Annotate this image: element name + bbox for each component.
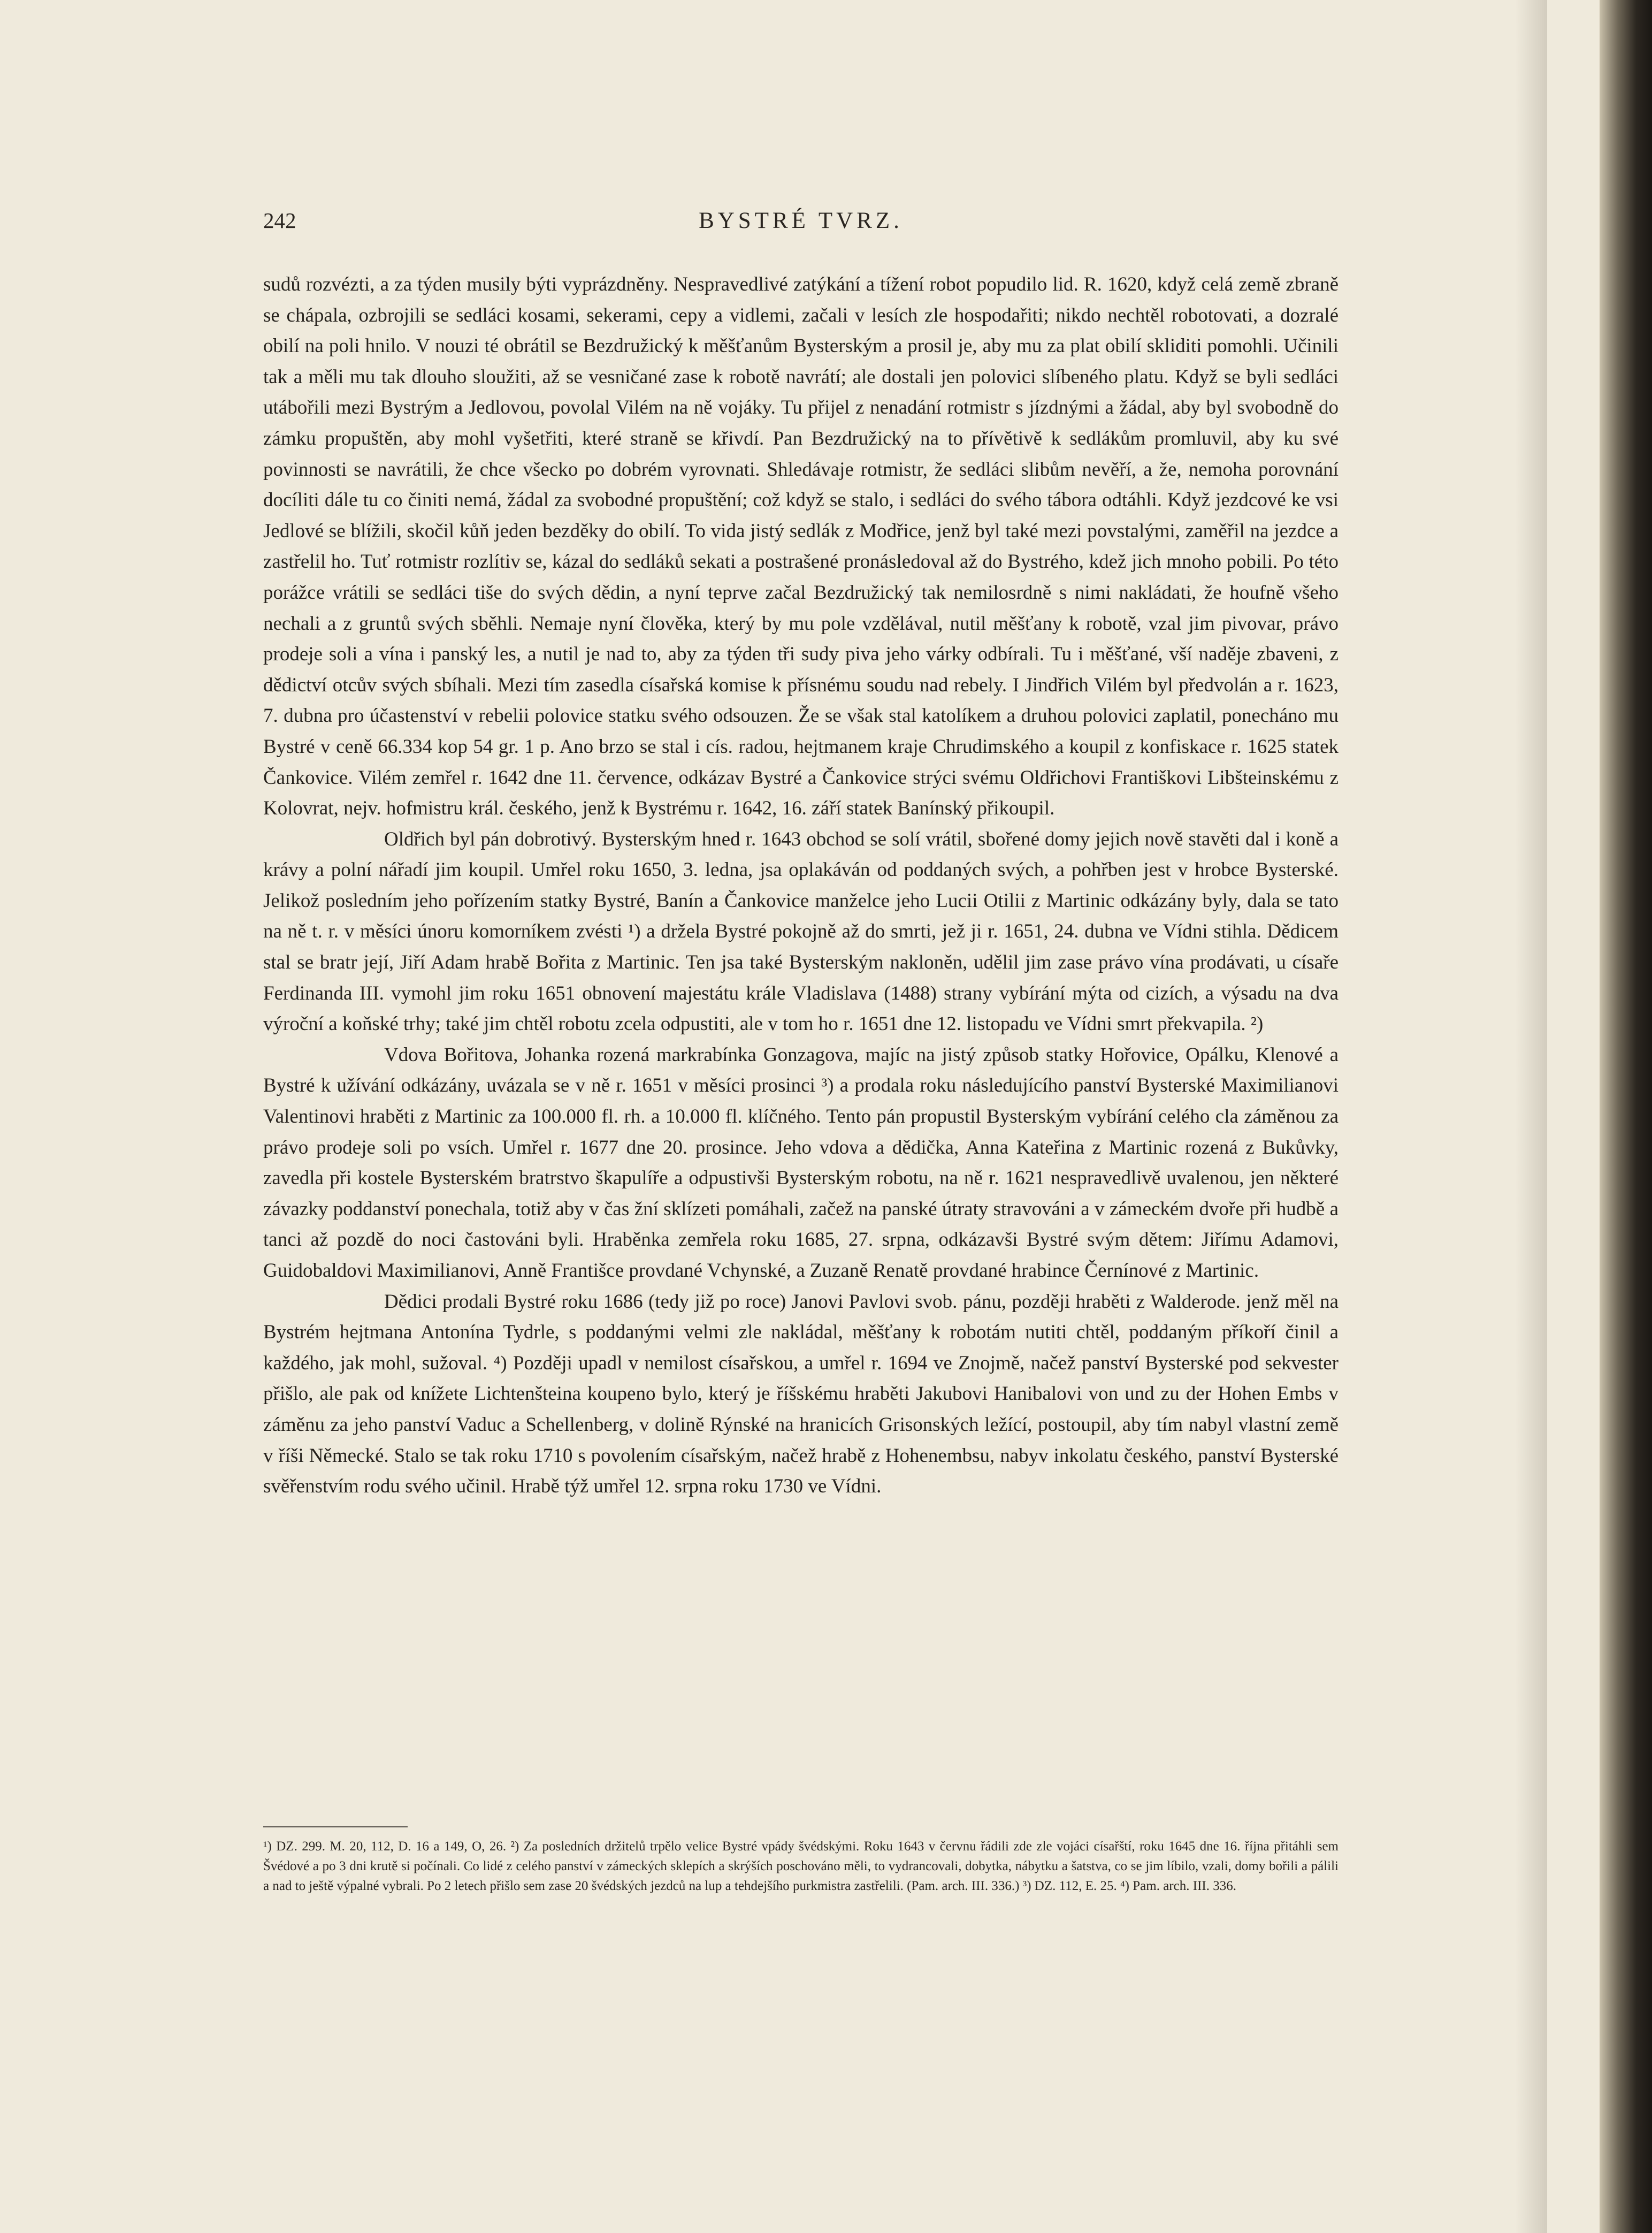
running-title: BYSTRÉ TVRZ. bbox=[699, 208, 903, 233]
footnote-divider bbox=[263, 1826, 408, 1827]
body-text bbox=[263, 269, 1339, 1502]
paragraph: Dědici prodali Bystré roku 1686 (tedy již po roce) Janovi Pavlovi svob. pánu, později hraběti z Walderode. jenž měl na Bystrém hejtmana Antonína Tydrle, s poddanými velmi zle nakládal, měšťany k robotám nutiti chtěl, poddaným příkoří činil a každého, jak mohl, sužoval. ⁴) Později upadl v nemilost císařskou, a umřel r. 1694 ve Znojmě, načež panství Bysterské pod sekvester přišlo, ale pak od knížete Lichtenšteina koupeno bylo, který je říšskému hraběti Jakubovi Hanibalovi von und zu der Hohen Embs v záměnu za jeho panství Vaduc a Schellenberg, v dolině Rýnské na hranicích Grisonských ležící, postoupil, aby tím nabyl vlastní země v říši Německé. Stalo se tak roku 1710 s povolením císařským, načež hrabě z Hohenembsu, nabyv inkolatu českého, panství Bysterské svěřenstvím rodu svého učinil. Hrabě týž umřel 12. srpna roku 1730 ve Vídni. bbox=[263, 1290, 1339, 1498]
paragraph: sudů rozvézti, a za týden musily býti vyprázdněny. Nespravedlivé zatýkání a tížení robot popudilo lid. R. 1620, když celá země zbraně se chápala, ozbrojili se sedláci kosami, sekerami, cepy a vidlemi, začali v lesích zle hospodařiti; nikdo nechtěl robotovati, a dozralé obilí na poli hnilo. V nouzi té obrátil se Bezdružický k měšťanům Bysterským a prosil je, aby mu za plat obilí skliditi pomohli. Učinili tak a měli mu tak dlouho sloužiti, až se vesničané zase k robotě navrátí; ale dostali jen polovici slíbeného platu. Když se byli sedláci utábořili mezi Bystrým a Jedlovou, povolal Vilém na ně vojáky. Tu přijel z nenadání rotmistr s jízdnými a žádal, aby byl svobodně do zámku propuštěn, aby mohl vyšetřiti, které straně se křivdí. Pan Bezdružický na to přívětivě k sedlákům promluvil, aby ku své povinnosti se navrátili, že chce všecko po dobrém vyrovnati. Shledávaje rotmistr, že sedláci slibům nevěří, a že, nemoha porovnání docíliti dále tu co činiti nemá, žádal za svobodné propuštění; což když se stalo, i sedláci do svého tábora odtáhli. Když jezdcové ke vsi Jedlové se blížili, skočil kůň jeden bezděky do obilí. To vida jistý sedlák z Modřice, jenž byl také mezi povstalými, zaměřil na jezdce a zastřelil ho. Tuť rotmistr rozlítiv se, kázal do sedláků sekati a postrašené pronásledoval až do Bystrého, kdež jich mnoho pobili. Po této porážce vrátili se sedláci tiše do svých dědin, a nyní teprve začal Bezdružický tak nemilosrdně s nimi nakládati, že houfně všeho nechali a z gruntů svých sběhli. Nemaje nyní člověka, který by mu pole vzdělával, nutil měšťany k robotě, vzal jim pivovar, právo prodeje soli a vína i panský les, a nutil je nad to, aby za týden tři sudy piva jeho várky odbírali. Tu i měšťané, vší naděje zbaveni, z dědictví otcův svých sbíhali. Mezi tím zasedla císařská komise k přísnému soudu nad rebely. I Jindřich Vilém byl předvolán a r. 1623, 7. dubna pro účastenství v rebelii polovice statku svého odsouzen. Že se však stal katolíkem a druhou polovici zaplatil, ponecháno mu Bystré v ceně 66.334 kop 54 gr. 1 p. Ano brzo se stal i cís. radou, hejtmanem kraje Chrudimského a koupil z konfiskace r. 1625 statek Čankovice. Vilém zemřel r. 1642 dne 11. července, odkázav Bystré a Čankovice strýci svému Oldřichovi Františkovi Libšteinskému z Kolovrat, nejv. hofmistru král. českého, jenž k Bystrému r. 1642, 16. září statek Banínský přikoupil. bbox=[263, 273, 1339, 820]
page-number: 242 bbox=[263, 208, 296, 233]
footnote-text: ¹) DZ. 299. M. 20, 112, D. 16 a 149, O, 26. ²) Za posledních držitelů trpělo velice Bystré vpády švédskými. Roku 1643 v červnu řádili zde zle vojáci císařští, roku 1645 dne 16. října přitáhli sem Švédové a po 3 dni krutě si počínali. Co lidé z celého panství v zámeckých sklepích a skrýších poschováno měli, to vydrancovali, dobytka, nábytku a šatstva, co se jim líbilo, vzali, domy bořili a pálili a nad to ještě výpalné vybrali. Po 2 letech přišlo sem zase 20 švédských jezdců na lup a tehdejšího purkmistra zastřelili. (Pam. arch. III. 336.) ³) DZ. 112, E. 25. ⁴) Pam. arch. III. 336. bbox=[263, 1839, 1339, 1893]
paragraph: Oldřich byl pán dobrotivý. Bysterským hned r. 1643 obchod se solí vrátil, sbořené domy jejich nově stavěti dal i koně a krávy a polní nářadí jim koupil. Umřel roku 1650, 3. ledna, jsa oplakáván od poddaných svých, a pohřben jest v hrobce Bysterské. Jelikož posledním jeho pořízením statky Bystré, Banín a Čankovice manželce jeho Lucii Otilii z Martinic odkázány byly, dala se tato na ně t. r. v měsíci únoru komorníkem zvésti ¹) a držela Bystré pokojně až do smrti, jež ji r. 1651, 24. dubna ve Vídni stihla. Dědicem stal se bratr její, Jiří Adam hrabě Bořita z Martinic. Ten jsa také Bysterským nakloněn, udělil jim zase právo vína prodávati, u císaře Ferdinanda III. vymohl jim roku 1651 obnovení majestátu krále Vladislava (1488) strany vybírání mýta od cizích, a výsadu na dva výroční a koňské trhy; také jim chtěl robotu zcela odpustiti, ale v tom ho r. 1651 dne 12. listopadu ve Vídni smrt překvapila. ²) bbox=[263, 828, 1339, 1035]
page-header bbox=[263, 208, 1339, 240]
footnotes bbox=[263, 1836, 1339, 1896]
paragraph: Vdova Bořitova, Johanka rozená markrabínka Gonzagova, majíc na jistý způsob statky Hořovice, Opálku, Klenové a Bystré k užívání odkázány, uvázala se v ně r. 1651 v měsíci prosinci ³) a prodala roku následujícího panství Bysterské Maximilianovi Valentinovi hraběti z Martinic za 100.000 fl. rh. a 10.000 fl. klíčného. Tento pán propustil Bysterským vybírání celého cla záměnou za právo prodeje soli po vsích. Umřel r. 1677 dne 20. prosince. Jeho vdova a dědička, Anna Kateřina z Martinic rozená z Bukůvky, zavedla při kostele Bysterském bratrstvo škapulíře a odpustivši Bysterským robotu, na ně r. 1621 nespravedlivě uvalenou, jen některé závazky poddanství ponechala, totiž aby v čas žní sklízeti pomáhali, začež na panské útraty stravováni a v zámeckém dvoře při hudbě a tanci až pozdě do noci častováni byli. Hraběnka zemřela roku 1685, 27. srpna, odkázavši Bystré svým dětem: Jiřímu Adamovi, Guidobaldovi Maximilianovi, Anně Františce provdané Vchynské, a Zuzaně Renatě provdané hrabince Černínové z Martinic. bbox=[263, 1043, 1339, 1282]
gutter-shadow bbox=[1515, 0, 1547, 2233]
book-spine-edge bbox=[1600, 0, 1652, 2233]
